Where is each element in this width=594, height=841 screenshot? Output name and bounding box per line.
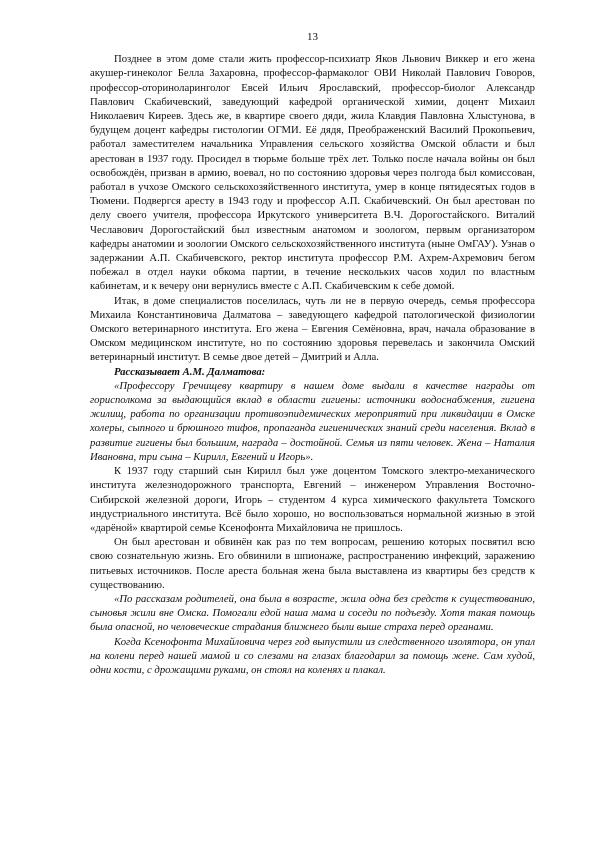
quote-grechishchev: «Профессору Гречищеву квартиру в нашем доме выдали в качестве награды от горисполкома за выдающийся вклад в области гигиены: источники водоснабжения, гигиена жилищ, работа по организации противоэпидемических мероприятий при ликвидации в Омске холеры, сыпного и брюшного тифов, пропаганда гигиенических знаний среди населения. Вклад в развитие гигиены был большим, награда – достойной. Семья из пяти человек. Жена – Наталия Ивановна, три сына – Кирилл, Евгений и Игорь». (90, 379, 535, 463)
paragraph-dalmatov-family: Итак, в доме специалистов поселилась, чуть ли не в первую очередь, семья профессора Михаила Константиновича Далматова – заведующего кафедрой патологической физиологии Омского ветеринарного института. Его жена – Евгения Семёновна, врач, начала образование в Омском медицинском институте, но по состоянию здоровья перевелась и закончила Омский ветеринарный институт. В семье двое детей – Дмитрий и Алла. (90, 294, 535, 364)
document-page (90, 30, 535, 677)
paragraph-sons: К 1937 году старший сын Кирилл был уже доцентом Томского электро-механического института железнодорожного транспорта, Евгений – инженером Управления Восточно-Сибирской железной дороги, Игорь – студентом 4 курса химического факультета Томского индустриального института. Всё было хорошо, но воспользоваться нормальной жизнью в этой «дарёной» квартирой семье Ксенофонта Михайловича не пришлось. (90, 465, 535, 534)
narrator-heading: Рассказывает А.М. Далматова: (114, 365, 266, 378)
paragraph-residents: Позднее в этом доме стали жить профессор-психиатр Яков Львович Виккер и его жена акушер-гинеколог Белла Захаровна, профессор-фармаколог ОВИ Николай Павлович Говоров, профессор-оториноларинголог Евсей Ильич Ярославский, профессор-биолог Александр Павлович Скабичевский, заведующий кафедрой органической химии, доцент Михаил Николаевич Киреев. Здесь же, в квартире своего дяди, жила Клавдия Павловна Хлыстунова, в будущем доцент кафедры гистологии ОГМИ. Её дядя, Преображенский Василий Прокопьевич, работал заместителем начальника Управления сельского хозяйства Омской области и был арестован в 1937 году. Просидел в тюрьме больше трёх лет. Только после начала войны он был освобождён, призван в армию, воевал, но по состоянию здоровья через полгода был комиссован, работал в учхозе Омского сельскохозяйственного института, умер в конце пятидесятых годов в Тюмени. Подвергся аресту в 1943 году и профессор А.П. Скабичевский. Он был арестован по делу своего учителя, профессора Иркутского университета В.Ч. Дорогостайского. Виталий Чеславович Дорогостайский был известным анатомом и зоологом, первым организатором кафедры анатомии и зоологии Омского сельскохозяйственного института (ныне ОмГАУ). Узнав о задержании А.П. Скабичевского, ректор института профессор Р.М. Ахрем-Ахремович бегом побежал в отдел науки обкома партии, в течение нескольких часов ходил по властным кабинетам, и к вечеру они вернулись вместе с А.П. Скабичевским к себе домой. (90, 53, 535, 293)
paragraph-arrest: Он был арестован и обвинён как раз по тем вопросам, решению которых посвятил всю свою сознательную жизнь. Его обвинили в шпионаже, распространению инфекций, заражению питьевых источников. После ареста больная жена была выставлена из квартиры без средств к существованию. (90, 536, 535, 591)
page-number: 13 (307, 31, 318, 43)
quote-parents: «По рассказам родителей, она была в возрасте, жила одна без средств к существованию, сыновья жили вне Омска. Помогали едой наша мама и соседи по подъезду. Хотя такая помощь была опасной, но человеческие страдания ближнего были выше страха перед органами. (90, 592, 535, 634)
quote-release: Когда Ксенофонта Михайловича через год выпустили из следственного изолятора, он упал на колени перед нашей мамой и со слезами на глазах благодарил за помощь жене. Сам худой, одни кости, с дрожащими руками, он стоял на коленях и плакал. (90, 635, 535, 676)
